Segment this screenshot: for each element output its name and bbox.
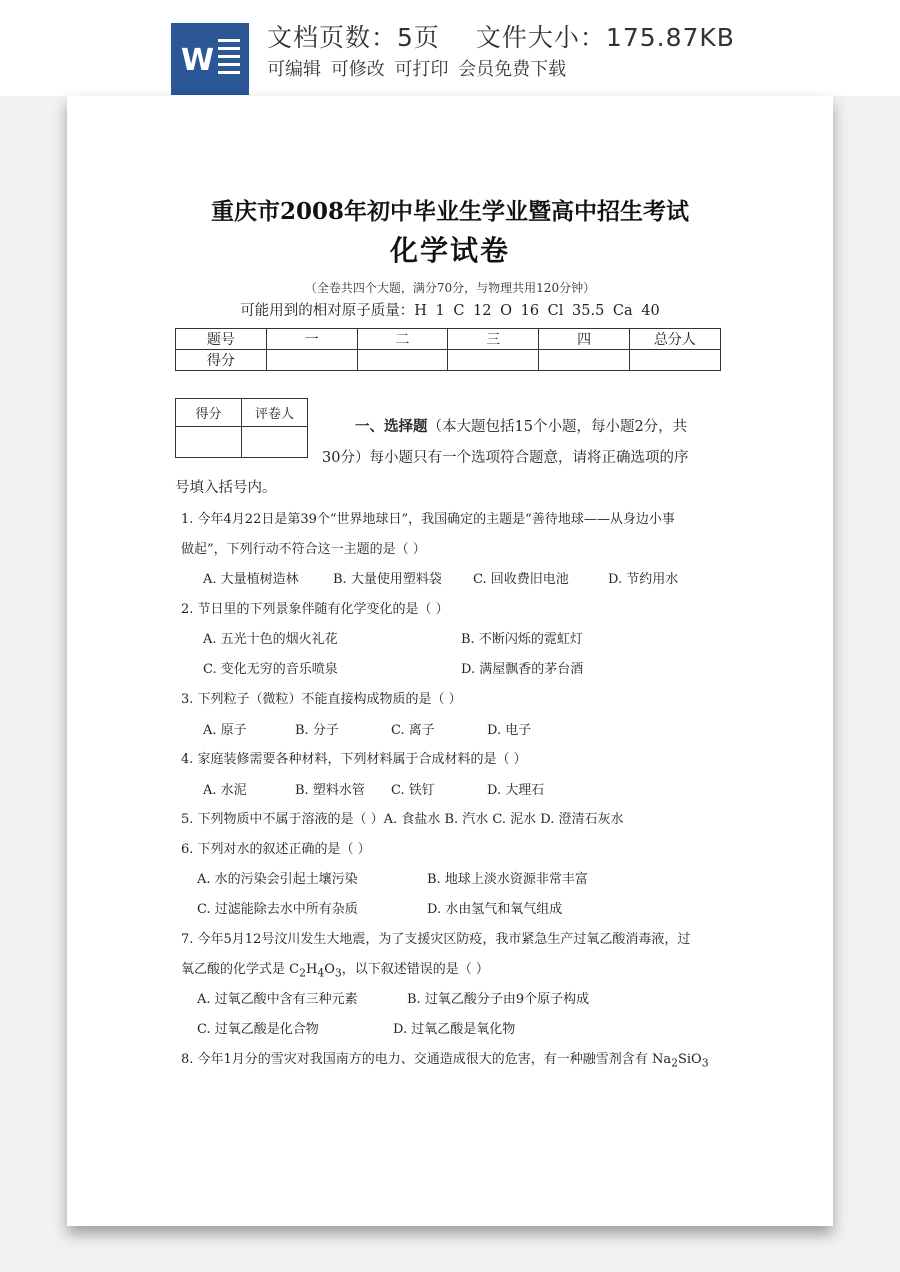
exam-note: （全卷共四个大题，满分70分，与物理共用120分钟）: [304, 281, 596, 295]
q2-options-row1: [203, 628, 583, 647]
q4-options: [203, 779, 544, 798]
q6-option-a: A. 水的污染会引起土壤污染: [197, 872, 358, 887]
q3-option-b: B. 分子: [295, 723, 339, 738]
section1-line3: 号填入括号内。: [175, 480, 277, 496]
q3-option-a: A. 原子: [203, 723, 247, 738]
score-cell: 一: [266, 329, 357, 350]
q3-stem: 3. 下列粒子（微粒）不能直接构成物质的是（ ）: [181, 692, 462, 707]
q8-stem: 8. 今年1月分的雪灾对我国南方的电力、交通造成很大的危害，有一种融雪剂含有 $Na_2SiO_3$: [181, 1052, 709, 1070]
q6-option-b: B. 地球上淡水资源非常丰富: [427, 872, 588, 887]
q4-option-a: A. 水泥: [203, 783, 247, 798]
q2-stem: 2. 节日里的下列景象伴随有化学变化的是（ ）: [181, 602, 449, 617]
grader-score-label: 得分: [176, 399, 242, 427]
q1-options: [203, 568, 678, 587]
q6-options-row1: [197, 868, 588, 887]
grader-score-cell: [176, 427, 242, 458]
word-icon-letter: W: [181, 43, 215, 78]
exam-subtitle: 化学试卷: [389, 234, 510, 267]
q1-option-a: A. 大量植树造林: [203, 572, 299, 587]
score-table: [175, 328, 721, 371]
score-cell: 总分人: [629, 329, 720, 350]
q4-option-d: D. 大理石: [487, 783, 545, 798]
grader-name-cell: [242, 427, 308, 458]
q6-options-row2: [197, 898, 562, 917]
score-cell: 三: [448, 329, 539, 350]
score-cell: 四: [539, 329, 630, 350]
q1-option-b: B. 大量使用塑料袋: [333, 572, 442, 587]
q1-option-c: C. 回收费旧电池: [473, 572, 569, 587]
q6-option-c: C. 过滤能除去水中所有杂质: [197, 902, 358, 917]
q3-options: [203, 719, 531, 738]
q1-option-d: D. 节约用水: [608, 572, 679, 587]
atomic-mass-line: 可能用到的相对原子质量：H 1 C 12 O 16 Cl 35.5 Ca 40: [240, 303, 660, 319]
q2-option-a: A. 五光十色的烟火礼花: [203, 632, 338, 647]
score-cell: 题号: [176, 329, 267, 350]
q6-stem: 6. 下列对水的叙述正确的是（ ）: [181, 842, 371, 857]
document-meta: [267, 18, 735, 54]
grader-name-label: 评卷人: [242, 399, 308, 427]
q3-option-d: D. 电子: [487, 723, 532, 738]
q4-stem: 4. 家庭装修需要各种材料，下列材料属于合成材料的是（ ）: [181, 752, 527, 767]
q7-option-a: A. 过氧乙酸中含有三种元素: [197, 992, 358, 1007]
q1-stem-cont: 做起”，下列行动不符合这一主题的是（ ）: [181, 542, 426, 557]
q1-stem: 1. 今年4月22日是第39个“世界地球日”，我国确定的主题是“善待地球——从身边小事: [181, 512, 675, 527]
q7-option-c: C. 过氧乙酸是化合物: [197, 1022, 319, 1037]
q2-option-b: B. 不断闪烁的霓虹灯: [461, 632, 583, 647]
q5-stem: 5. 下列物质中不属于溶液的是（ ）A. 食盐水 B. 汽水 C. 泥水 D. 澄清石灰水: [181, 812, 624, 827]
q7-options-row2: [197, 1018, 515, 1037]
file-size: 文件大小：175.87KB: [475, 23, 735, 52]
q2-option-d: D. 满屋飘香的茅台酒: [461, 662, 584, 677]
q6-option-d: D. 水由氢气和氧气组成: [427, 902, 563, 917]
score-cell: [266, 350, 357, 371]
q7-stem: 7. 今年5月12号汶川发生大地震，为了支援灾区防疫，我市紧急生产过氧乙酸消毒液，过: [181, 932, 691, 947]
section1-heading: 一、选择题: [355, 419, 428, 435]
score-cell: [357, 350, 448, 371]
q3-option-c: C. 离子: [391, 723, 435, 738]
q2-option-c: C. 变化无穷的音乐喷泉: [203, 662, 338, 677]
exam-paper-page: [67, 96, 833, 1226]
q2-options-row2: [203, 658, 583, 677]
grader-table: [175, 398, 308, 458]
score-cell: 得分: [176, 350, 267, 371]
q4-option-c: C. 铁钉: [391, 783, 435, 798]
download-banner: [0, 0, 900, 96]
q7-stem-cont: 氧乙酸的化学式是 $C_2H_4O_3$，以下叙述错误的是（ ）: [181, 962, 489, 980]
score-cell: 二: [357, 329, 448, 350]
section1-line1: 一、选择题（本大题包括15个小题，每小题2分，共: [355, 419, 688, 435]
q4-option-b: B. 塑料水管: [295, 783, 365, 798]
score-cell: [448, 350, 539, 371]
score-table-header-row: [176, 329, 721, 350]
feature-list: 可编辑 可修改 可打印 会员免费下载: [267, 59, 567, 80]
score-cell: [539, 350, 630, 371]
page-count: 文档页数：5页: [267, 23, 440, 52]
q7-option-d: D. 过氧乙酸是氧化物: [393, 1022, 516, 1037]
section1-line2: 30分）每小题只有一个选项符合题意，请将正确选项的序: [322, 450, 689, 466]
q7-option-b: B. 过氧乙酸分子由9个原子构成: [407, 992, 590, 1007]
score-cell: [629, 350, 720, 371]
word-document-icon: [171, 23, 249, 95]
score-table-score-row: [176, 350, 721, 371]
q7-options-row1: [197, 988, 589, 1007]
exam-title: 重庆市2008年初中毕业生学业暨高中招生考试: [210, 198, 689, 225]
